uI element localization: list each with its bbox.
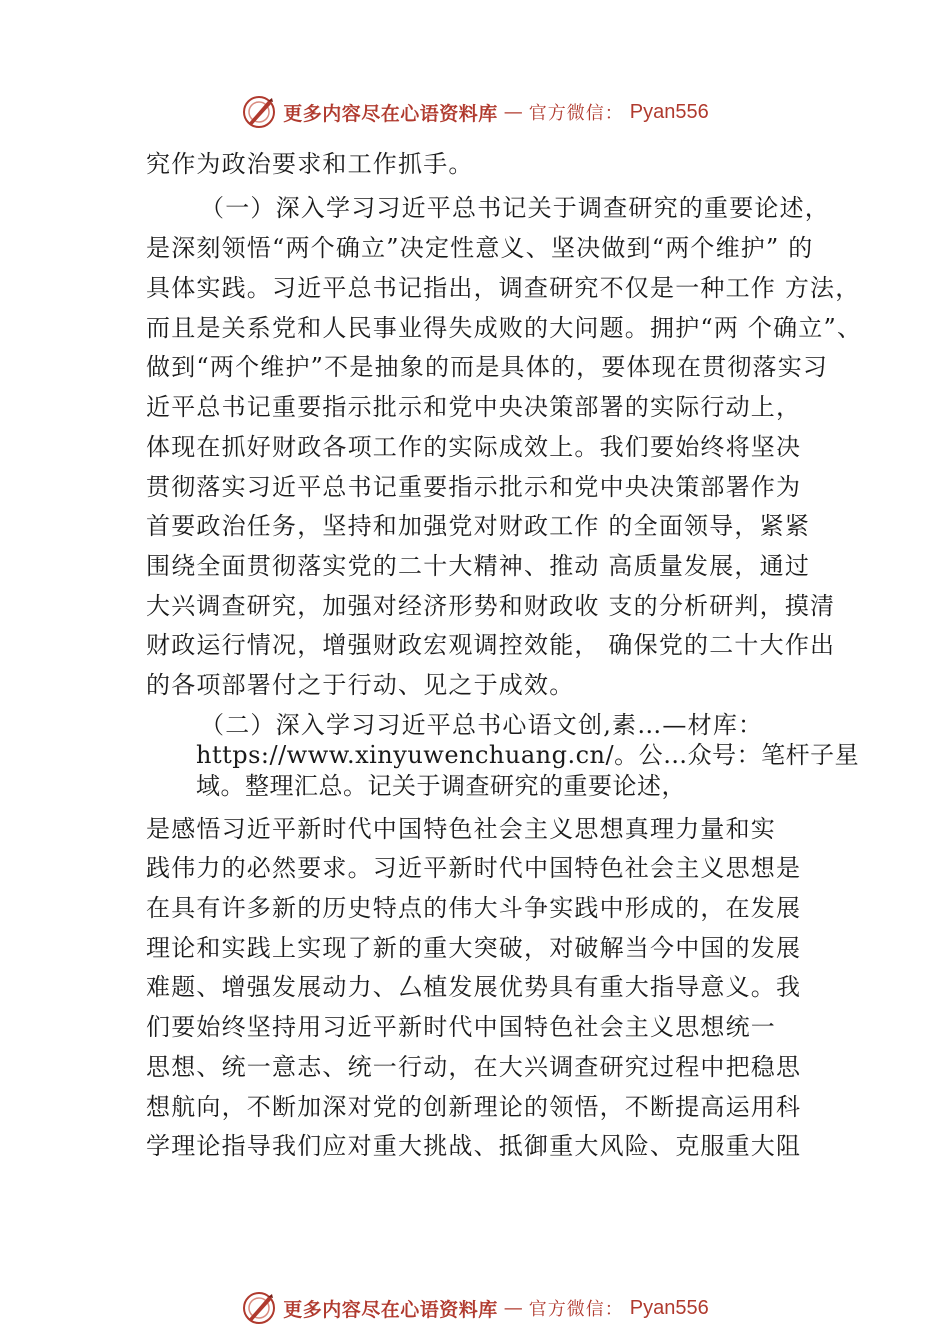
banner-separator: — [503, 1297, 523, 1319]
body-line: 在具有许多新的历史特点的伟大斗争实践中形成的，在发展 [146, 894, 802, 922]
banner-title: 更多内容尽在心语资料库 [283, 1298, 498, 1321]
body-line: 究作为政治要求和工作抓手。 [146, 150, 474, 178]
body-line: 财政运行情况，增强财政宏观调控效能， 确保党的二十大作出 [146, 631, 836, 659]
body-line: 理论和实践上实现了新的重大突破，对破解当今中国的发展 [146, 934, 802, 962]
wechat-id: Pyan556 [629, 100, 709, 123]
body-line: 想航向，不断加深对党的创新理论的领悟，不断提高运用科 [146, 1093, 802, 1121]
body-line: 做到“两个维护”不是抽象的而是具体的，要体现在贯彻落实习 [146, 353, 829, 381]
body-line: 体现在抓好财政各项工作的实际成效上。我们要始终将坚决 [146, 433, 802, 461]
wechat-label: 官方微信： [528, 103, 624, 124]
body-line: 是深刻领悟“两个确立”决定性意义、坚决做到“两个维护” 的 [146, 234, 814, 262]
body-line: 而且是关系党和人民事业得失成败的大问题。拥护“两 个确立”、 [146, 314, 863, 342]
body-line: 难题、增强发展动力、厶植发展优势具有重大指导意义。我 [146, 973, 802, 1001]
body-line: 首要政治任务，坚持和加强党对财政工作 的全面领导，紧紧 [146, 512, 811, 540]
body-line: 大兴调查研究，加强对经济形势和财政收 支的分析研判，摸清 [146, 592, 836, 620]
body-line: 近平总书记重要指示批示和党中央决策部署的实际行动上， [146, 393, 802, 421]
banner-title: 更多内容尽在心语资料库 [283, 102, 498, 125]
body-line: 是感悟习近平新时代中国特色社会主义思想真理力量和实 [146, 815, 776, 843]
banner-separator: — [503, 101, 523, 123]
wechat-id: Pyan556 [629, 1296, 709, 1319]
wechat-label: 官方微信： [528, 1299, 624, 1320]
body-line-url: https://www.xinyuwenchuang.cn/。公…众号：笔杆子星 [196, 741, 860, 769]
body-line: 们要始终坚持用习近平新时代中国特色社会主义思想统一 [146, 1013, 776, 1041]
body-line: 具体实践。习近平总书记指出，调查研究不仅是一种工作 方法， [146, 274, 861, 302]
body-line: 思想、统一意志、统一行动，在大兴调查研究过程中把稳思 [146, 1053, 802, 1081]
body-line: 贯彻落实习近平总书记重要指示批示和党中央决策部署作为 [146, 473, 802, 501]
footer-banner [0, 1288, 950, 1328]
body-line: 学理论指导我们应对重大挑战、抵御重大风险、克服重大阻 [146, 1132, 802, 1160]
header-banner [0, 92, 950, 132]
body-line: 域。整理汇总。记关于调查研究的重要论述， [196, 772, 686, 800]
quill-pen-logo-icon [241, 94, 277, 130]
body-line: 践伟力的必然要求。习近平新时代中国特色社会主义思想是 [146, 854, 802, 882]
body-line: 的各项部署付之于行动、见之于成效。 [146, 671, 575, 699]
quill-pen-logo-icon [241, 1290, 277, 1326]
body-line: （二）深入学习习近平总书心语文创,素…—材库： [200, 711, 764, 739]
body-line: （一）深入学习习近平总书记关于调查研究的重要论述， [200, 194, 830, 222]
body-line: 围绕全面贯彻落实党的二十大精神、推动 高质量发展，通过 [146, 552, 811, 580]
